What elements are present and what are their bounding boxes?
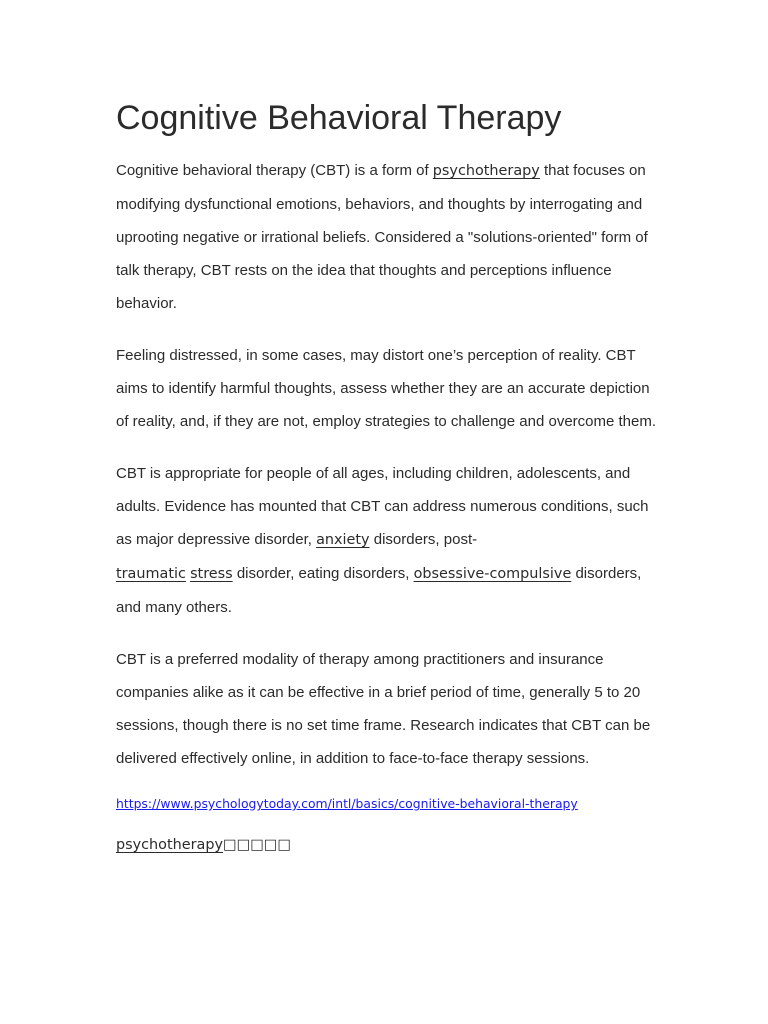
- footer-term-psychotherapy[interactable]: psychotherapy: [116, 837, 223, 853]
- link-traumatic[interactable]: traumatic: [116, 566, 186, 582]
- source-url-link[interactable]: https://www.psychologytoday.com/intl/basics/cognitive-behavioral-therapy: [116, 796, 578, 811]
- link-obsessive-compulsive[interactable]: obsessive-compulsive: [413, 566, 572, 582]
- paragraph-intro-text-2: that focuses on modifying dysfunctional emotions, behaviors, and thoughts by interrogating and uprooting negative or irrational beliefs. Considered a "solutions-oriented" form of talk therapy, CBT rests on the idea that thoughts and perceptions influence behavior.: [116, 162, 648, 312]
- paragraph-distress: Feeling distressed, in some cases, may distort one’s perception of reality. CBT aims to identify harmful thoughts, assess whether they are an accurate depiction of reality, and, if they are not, employ strategies to challenge and overcome them.: [116, 347, 657, 430]
- link-anxiety[interactable]: anxiety: [316, 532, 370, 548]
- paragraph-conditions-text-5: disorders, and many others.: [116, 565, 642, 616]
- footer-term-suffix: □□□□□: [223, 837, 291, 853]
- link-psychotherapy[interactable]: psychotherapy: [432, 163, 540, 179]
- article: [116, 96, 656, 856]
- footer-term-line: [116, 834, 656, 856]
- paragraph-conditions-text-2: disorders, post-: [369, 531, 478, 548]
- link-stress[interactable]: stress: [190, 566, 233, 582]
- paragraph-conditions: [116, 457, 656, 624]
- page-title: Cognitive Behavioral Therapy: [116, 99, 562, 137]
- paragraph-modality: CBT is a preferred modality of therapy among practitioners and insurance companies alike as it can be effective in a brief period of time, generally 5 to 20 sessions, though there is no set time frame. Research indicates that CBT can be delivered effectively online, in addition to face-to-face therapy sessions.: [116, 651, 651, 767]
- paragraph-intro: [116, 154, 656, 320]
- paragraph-conditions-text-1: CBT is appropriate for people of all ages, including children, adolescents, and adults. Evidence has mounted that CBT can address numerous conditions, such as major depressive disorder,: [116, 465, 649, 548]
- paragraph-intro-text-1: Cognitive behavioral therapy (CBT) is a form of: [116, 162, 433, 179]
- paragraph-conditions-text-4: disorder, eating disorders,: [232, 565, 414, 582]
